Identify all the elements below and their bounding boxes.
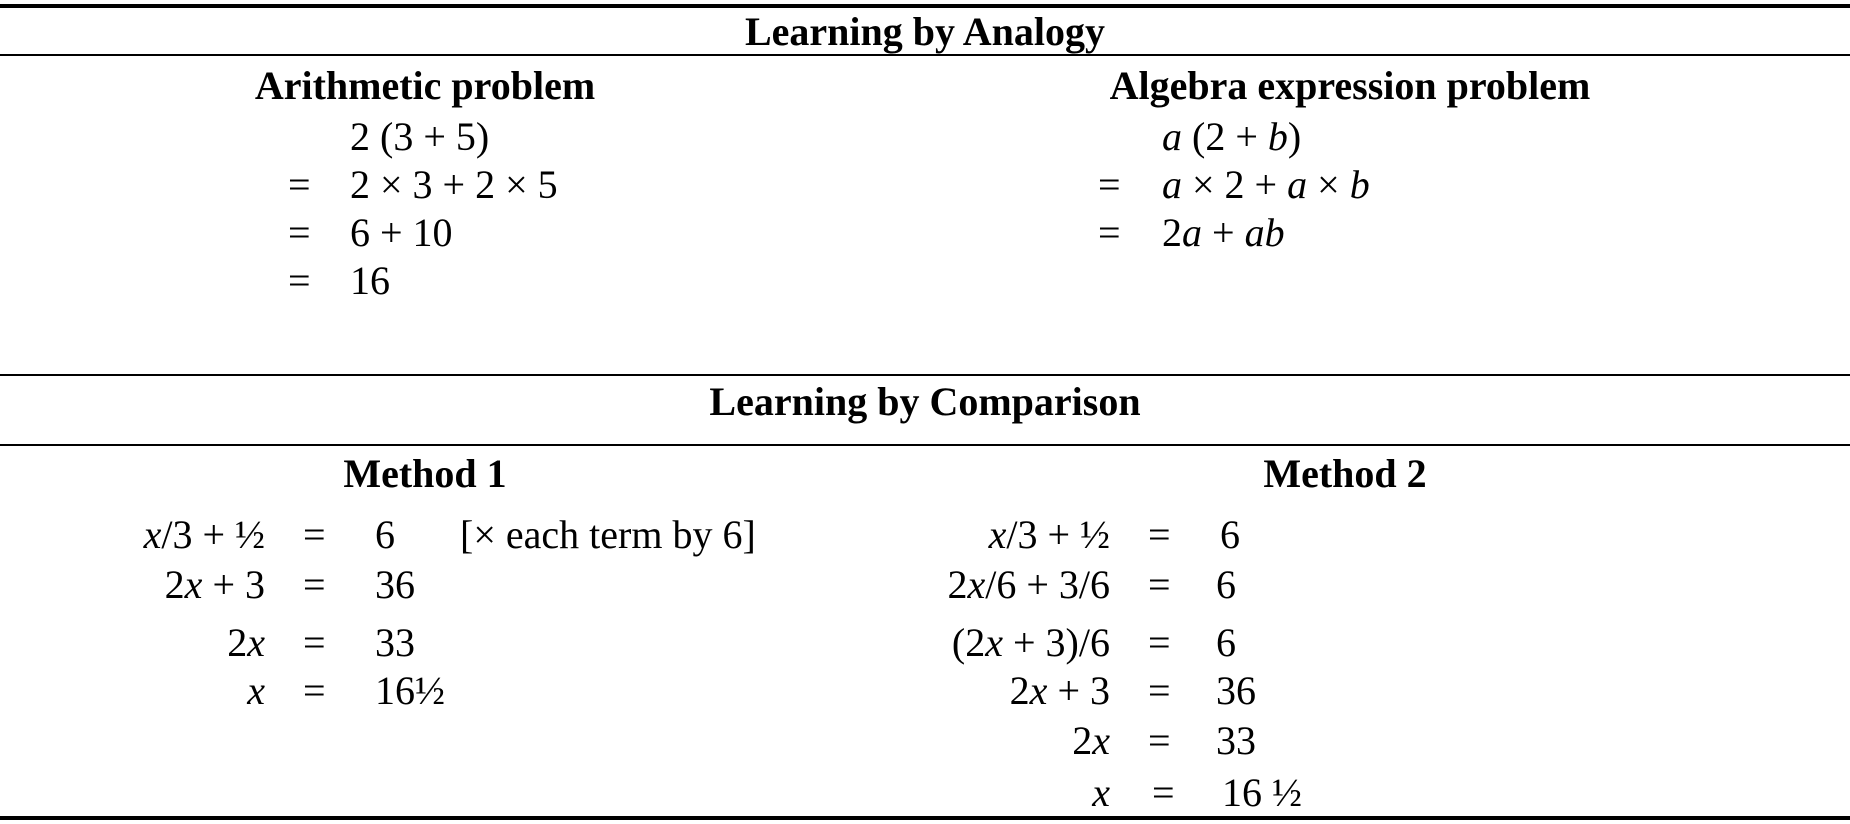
eq-sign: = bbox=[288, 162, 311, 207]
method2-lhs: (2x + 3)/6 bbox=[951, 620, 1110, 665]
eq-sign: = bbox=[288, 210, 311, 255]
eq-sign: = bbox=[303, 668, 326, 713]
algebra-step: a × 2 + a × b bbox=[1162, 162, 1370, 207]
method1-heading: Method 1 bbox=[343, 451, 507, 496]
method1-lhs: x/3 + ½ bbox=[143, 512, 265, 557]
comparison-title: Learning by Comparison bbox=[709, 379, 1141, 424]
method2-rhs: 6 bbox=[1220, 512, 1240, 557]
method2-rhs: 16 ½ bbox=[1222, 770, 1302, 815]
bottom-rule bbox=[0, 816, 1850, 820]
method2-rhs: 36 bbox=[1216, 668, 1256, 713]
eq-sign: = bbox=[1148, 512, 1171, 557]
comparison-title-rule bbox=[0, 444, 1850, 446]
eq-sign: = bbox=[1148, 562, 1171, 607]
eq-sign: = bbox=[1148, 718, 1171, 763]
method1-rhs: 16½ bbox=[375, 668, 445, 713]
method2-lhs: x bbox=[1092, 770, 1110, 815]
arithmetic-step: 6 + 10 bbox=[350, 210, 453, 255]
section-divider-rule bbox=[0, 374, 1850, 376]
method2-rhs: 6 bbox=[1216, 562, 1236, 607]
eq-sign: = bbox=[303, 512, 326, 557]
method1-lhs: 2x bbox=[227, 620, 265, 665]
eq-sign: = bbox=[1098, 162, 1121, 207]
arithmetic-step: 16 bbox=[350, 258, 390, 303]
arithmetic-start: 2 (3 + 5) bbox=[350, 114, 490, 159]
algebra-heading: Algebra expression problem bbox=[1109, 63, 1591, 108]
method1-rhs: 33 bbox=[375, 620, 415, 665]
method2-rhs: 33 bbox=[1216, 718, 1256, 763]
method1-lhs: x bbox=[247, 668, 265, 713]
top-rule bbox=[0, 4, 1850, 8]
eq-sign: = bbox=[1148, 668, 1171, 713]
eq-sign: = bbox=[1152, 770, 1175, 815]
arithmetic-heading: Arithmetic problem bbox=[254, 63, 596, 108]
arithmetic-step: 2 × 3 + 2 × 5 bbox=[350, 162, 558, 207]
method1-rhs: 36 bbox=[375, 562, 415, 607]
method1-note: [× each term by 6] bbox=[460, 512, 756, 557]
method2-rhs: 6 bbox=[1216, 620, 1236, 665]
eq-sign: = bbox=[288, 258, 311, 303]
method2-lhs: 2x bbox=[1072, 718, 1110, 763]
method2-lhs: 2x + 3 bbox=[1009, 668, 1110, 713]
analogy-title-rule bbox=[0, 54, 1850, 56]
algebra-step: 2a + ab bbox=[1162, 210, 1285, 255]
algebra-start: a (2 + b) bbox=[1162, 114, 1302, 159]
method2-lhs: 2x/6 + 3/6 bbox=[947, 562, 1110, 607]
method1-rhs: 6 bbox=[375, 512, 395, 557]
method1-lhs: 2x + 3 bbox=[164, 562, 265, 607]
method2-lhs: x/3 + ½ bbox=[988, 512, 1110, 557]
eq-sign: = bbox=[303, 562, 326, 607]
analogy-title: Learning by Analogy bbox=[744, 9, 1106, 54]
eq-sign: = bbox=[1098, 210, 1121, 255]
eq-sign: = bbox=[303, 620, 326, 665]
method2-heading: Method 2 bbox=[1263, 451, 1427, 496]
eq-sign: = bbox=[1148, 620, 1171, 665]
